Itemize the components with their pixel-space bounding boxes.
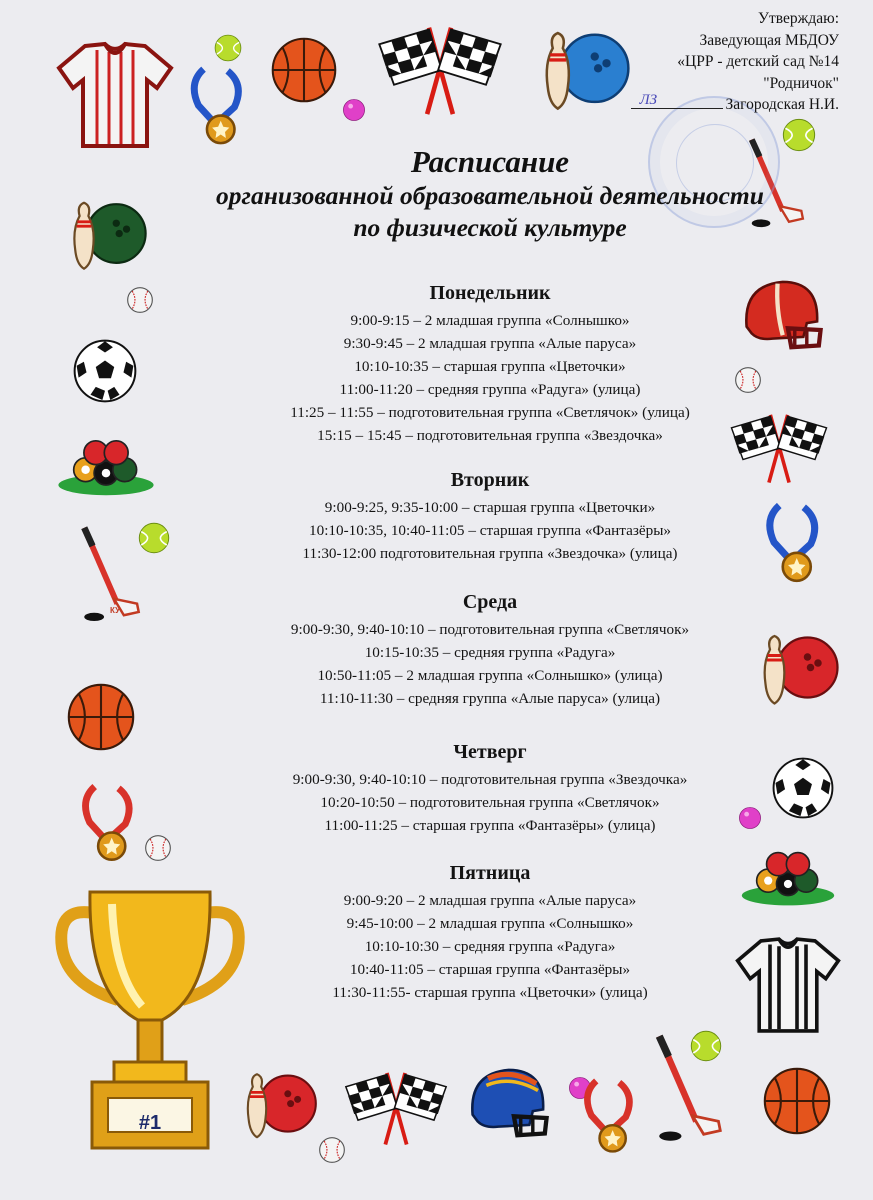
hockey-stick-icon (76, 518, 142, 630)
schedule-entry: 9:00-9:20 – 2 младшая группа «Алые паруса» (343, 892, 637, 909)
schedule-entry: 9:30-9:45 – 2 младшая группа «Алые паруса» (343, 335, 637, 352)
schedule-entry: 9:00-9:15 – 2 младшая группа «Солнышко» (350, 312, 630, 329)
baseball-icon (126, 286, 154, 314)
approval-caption: Утверждаю: (758, 10, 839, 27)
document-title (190, 144, 790, 244)
basketball-icon (270, 34, 338, 106)
football-helmet-icon (738, 274, 824, 362)
tennis-ball-icon (214, 34, 242, 62)
title-line-1: Расписание (410, 144, 570, 179)
day-heading: Понедельник (429, 282, 551, 304)
medal-icon (76, 776, 144, 872)
baseball-icon (144, 834, 172, 862)
approval-signature-line (631, 94, 839, 116)
day-section-thursday (230, 740, 750, 837)
tennis-ball-icon (690, 1030, 722, 1062)
schedule-entry: 9:45-10:00 – 2 младшая группа «Солнышко» (346, 915, 634, 932)
day-heading: Четверг (453, 741, 527, 763)
schedule-entry: 10:50-11:05 – 2 младшая группа «Солнышко» (улица) (317, 667, 663, 684)
title-line-3: по физической культуре (353, 213, 627, 242)
hockey-stick-label: КУ (110, 606, 121, 615)
signature: ЛЗ (639, 92, 658, 108)
basketball-icon (66, 680, 136, 754)
basketball-icon (762, 1064, 832, 1138)
day-heading: Среда (462, 591, 518, 613)
medal-icon (578, 1076, 644, 1158)
schedule-entry: 10:10-10:30 – средняя группа «Радуга» (364, 938, 616, 955)
football-helmet-icon (464, 1062, 550, 1150)
schedule-entry: 15:15 – 15:45 – подготовительная группа «Звездочка» (317, 427, 663, 444)
schedule-entry: 11:00-11:25 – старшая группа «Фантазёры» (улица) (324, 817, 656, 834)
approval-signer: Загородская Н.И. (725, 96, 839, 113)
soccer-ball-icon (770, 756, 836, 820)
checkered-flags-icon (370, 24, 510, 116)
jersey-icon (54, 40, 176, 150)
bowling-icon (236, 1064, 320, 1146)
medal-icon (184, 64, 254, 150)
day-section-monday (230, 281, 750, 447)
schedule-entry: 9:00-9:25, 9:35-10:00 – старшая группа «Цветочки» (324, 499, 656, 516)
schedule-entry: 10:40-11:05 – старшая группа «Фантазёры» (349, 961, 631, 978)
title-line-2: организованной образовательной деятельности (216, 181, 764, 210)
schedule-entry: 10:15-10:35 – средняя группа «Радуга» (364, 644, 616, 661)
bowling-icon (528, 28, 638, 112)
bowling-icon (62, 192, 150, 278)
pink-ball-icon (342, 98, 366, 122)
schedule-entry: 10:20-10:50 – подготовительная группа «Светлячок» (320, 794, 660, 811)
trophy-label: #1 (138, 1112, 162, 1134)
schedule-entry: 11:10-11:30 – средняя группа «Алые паруса» (улица) (319, 690, 661, 707)
billiard-balls-icon (738, 846, 838, 912)
schedule-entry: 11:30-11:55- старшая группа «Цветочки» (улица) (332, 984, 648, 1001)
day-section-tuesday (230, 468, 750, 565)
schedule-entry: 10:10-10:35, 10:40-11:05 – старшая группа «Фантазёры» (309, 522, 671, 539)
medal-icon (760, 500, 830, 588)
soccer-ball-icon (72, 338, 138, 404)
day-heading: Пятница (449, 862, 531, 884)
bowling-icon (752, 626, 842, 712)
schedule-entry: 9:00-9:30, 9:40-10:10 – подготовительная группа «Светлячок» (290, 621, 690, 638)
signature-line (631, 94, 723, 109)
day-heading: Вторник (450, 469, 530, 491)
approval-position: Заведующая МБДОУ (699, 31, 839, 49)
jersey-icon (734, 934, 842, 1036)
schedule-entry: 11:25 – 11:55 – подготовительная группа «Светлячок» (улица) (290, 404, 690, 421)
day-section-friday (230, 861, 750, 1004)
billiard-balls-icon (54, 434, 158, 502)
approval-organization-name: "Родничок" (763, 74, 839, 92)
schedule-entry: 11:00-11:20 – средняя группа «Радуга» (улица) (339, 381, 641, 398)
day-section-wednesday (230, 590, 750, 710)
schedule-entry: 11:30-12:00 подготовительная группа «Звездочка» (улица) (302, 545, 678, 562)
schedule-entry: 9:00-9:30, 9:40-10:10 – подготовительная группа «Звездочка» (292, 771, 688, 788)
schedule-entry: 10:10-10:35 – старшая группа «Цветочки» (354, 358, 626, 375)
approval-block (631, 8, 839, 116)
approval-organization: «ЦРР - детский сад №14 (677, 53, 839, 70)
tennis-ball-icon (138, 522, 170, 554)
checkered-flags-icon (340, 1070, 452, 1146)
